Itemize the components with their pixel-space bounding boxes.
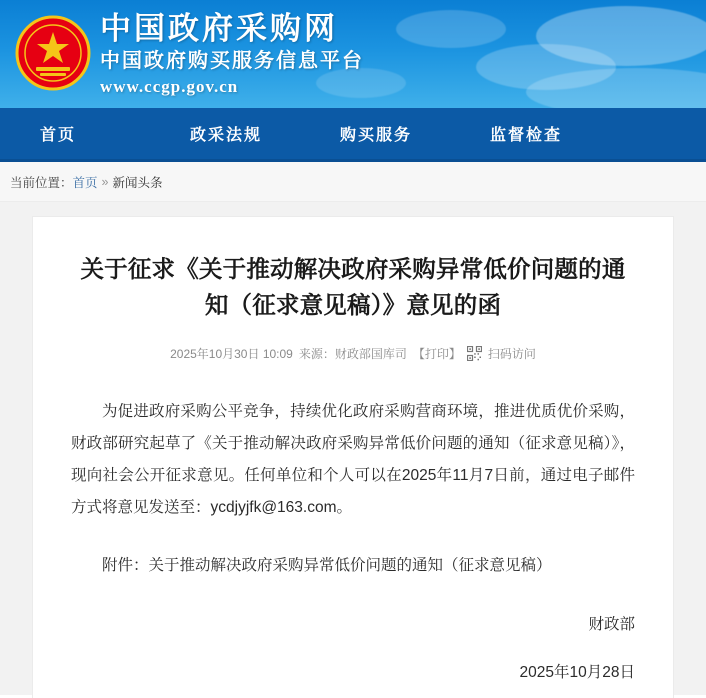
article-content [71,396,635,690]
scan-label: 扫码访问 [487,347,536,361]
signature-date: 2025年10月28日 [519,664,635,681]
print-button[interactable]: 【打印】 [412,347,461,361]
site-title: 中国政府采购网 [100,11,338,46]
page-body [0,202,706,695]
signature-org: 财政部 [588,616,635,633]
breadcrumb [0,162,706,202]
nav-item-regulations[interactable]: 政采法规 [190,127,263,144]
nav-item-supervision[interactable]: 监督检查 [490,127,563,144]
site-subtitle: 中国政府购买服务信息平台 [100,50,364,72]
breadcrumb-label: 当前位置： [10,175,73,190]
article-attachment: 附件：关于推动解决政府采购异常低价问题的通知（征求意见稿） [102,557,552,574]
nav-item-purchase-service[interactable]: 购买服务 [340,127,413,144]
breadcrumb-separator-icon: » [101,174,109,189]
breadcrumb-item-current: 新闻头条 [112,175,163,190]
breadcrumb-item-home[interactable]: 首页 [72,175,98,190]
article-meta [71,345,635,362]
page-title: 关于征求《关于推动解决政府采购异常低价问题的通知（征求意见稿）》意见的函 [80,256,626,318]
site-banner [0,0,706,108]
publish-date: 2025年10月30日 10:09 [170,347,293,361]
banner-title-block [100,12,364,97]
cloud-decoration [396,10,506,48]
qr-code-icon[interactable] [467,346,482,361]
nav-item-home[interactable]: 首页 [40,127,77,144]
site-url: www.ccgp.gov.cn [100,77,239,96]
article-source: 来源：财政部国库司 [298,347,407,361]
main-navigation [0,108,706,162]
national-emblem-icon [14,14,92,92]
article-container [32,216,674,698]
article-paragraph: 为促进政府采购公平竞争，持续优化政府采购营商环境，推进优质优价采购，财政部研究起草了《关于推动解决政府采购异常低价问题的通知（征求意见稿）》，现向社会公开征求意见。任何单位和个人可以在2025年11月7日前，通过电子邮件方式将意见发送至：ycdjyjfk@163.com。 [71,403,635,516]
